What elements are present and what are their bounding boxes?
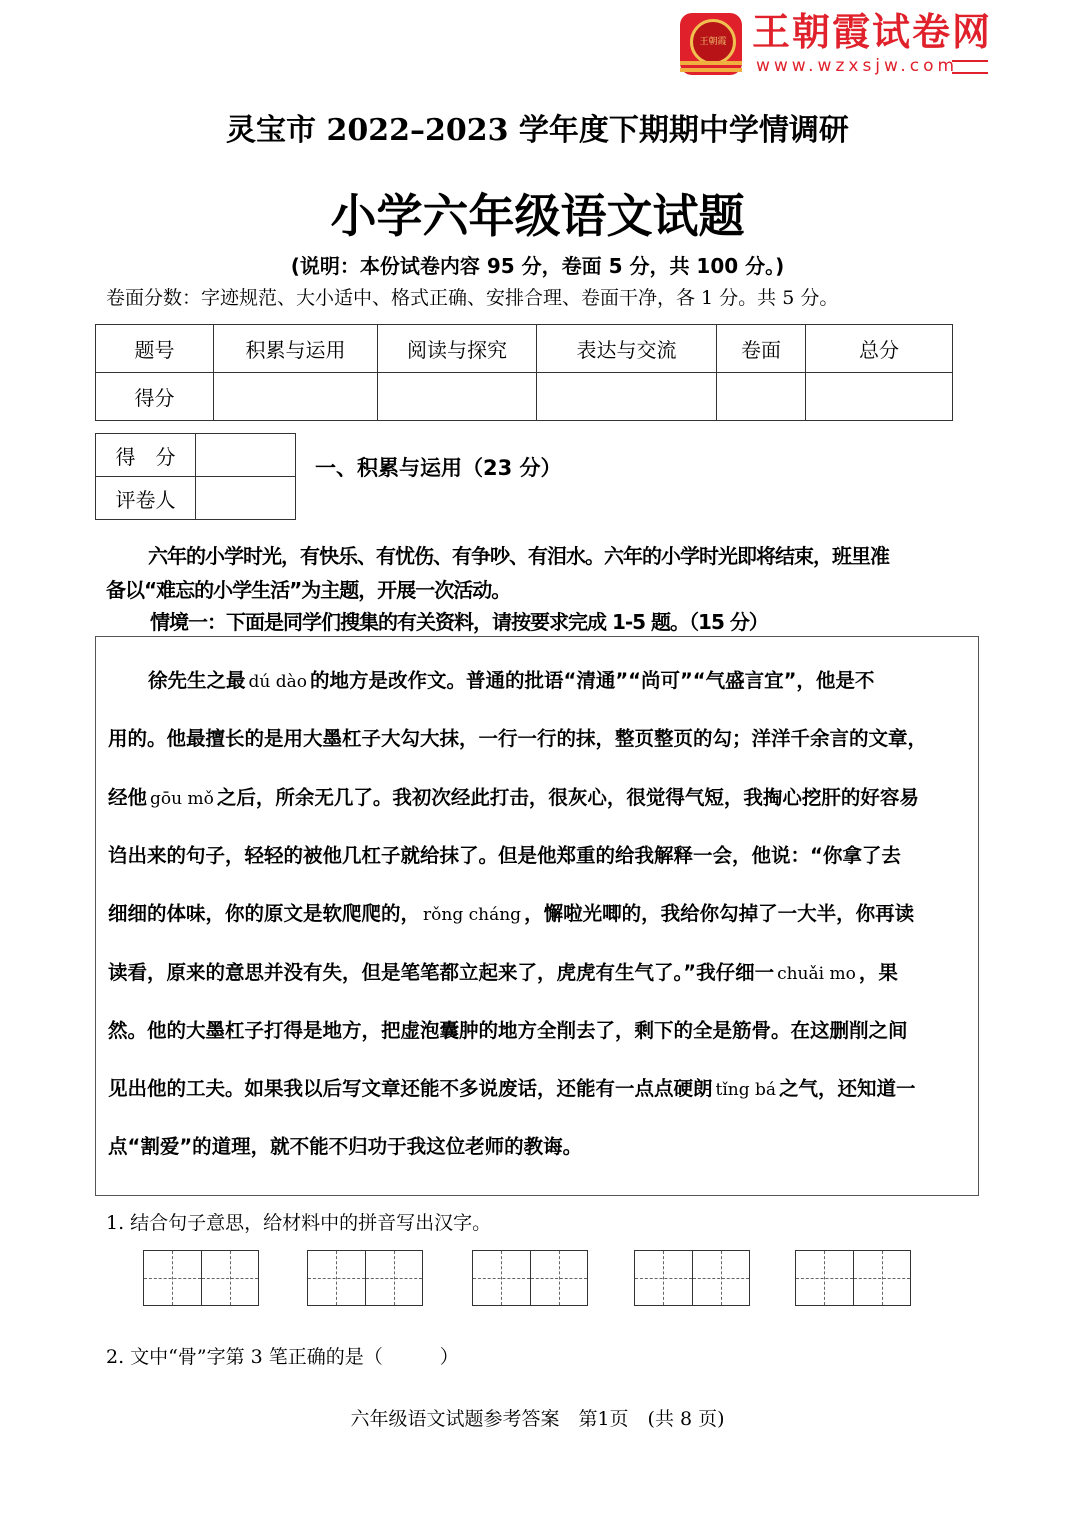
score-cell[interactable] bbox=[196, 434, 296, 477]
passage-line bbox=[108, 1015, 908, 1043]
score-explanation: (说明：本份试卷内容 95 分，卷面 5 分，共 100 分。) bbox=[290, 254, 785, 278]
question-2: 2. 文中“骨”字第 3 笔正确的是（ ） bbox=[106, 1346, 459, 1368]
pinyin-blank: chuǎi mo bbox=[777, 963, 856, 984]
score-cell[interactable] bbox=[806, 373, 953, 421]
passage-text: 徐先生之最 bbox=[148, 669, 246, 692]
answer-grid[interactable] bbox=[143, 1250, 259, 1306]
answer-grid[interactable] bbox=[795, 1250, 911, 1306]
table-row bbox=[96, 325, 953, 373]
passage-text: 见出他的工夫。如果我以后写文章还能不多说废话，还能有一点点硬朗 bbox=[108, 1077, 713, 1101]
passage-text: 之后，所余无几了。我初次经此打击，很灰心，很觉得气短，我掏心挖肝的好容易 bbox=[216, 785, 919, 809]
grader-label: 评卷人 bbox=[96, 477, 196, 520]
passage-line bbox=[108, 957, 898, 985]
exam-title: 小学六年级语文试题 bbox=[330, 189, 745, 243]
pinyin-blank: tǐng bá bbox=[715, 1080, 777, 1101]
pinyin-blank: dú dào bbox=[248, 672, 308, 692]
score-cell[interactable] bbox=[537, 373, 717, 421]
passage-line bbox=[108, 1073, 916, 1101]
logo-waves-icon bbox=[952, 60, 988, 74]
passage-line bbox=[108, 898, 914, 926]
pinyin-blank: gōu mǒ bbox=[150, 788, 214, 809]
passage-text: 诌出来的句子，轻轻的被他几杠子就给抹了。但是他郑重的给我解释一会，他说：“你拿了去 bbox=[108, 843, 901, 867]
score-table bbox=[95, 324, 953, 421]
page-footer: 六年级语文试题参考答案 第1页 (共 8 页) bbox=[350, 1408, 725, 1430]
logo-name: 王朝霞试卷网 bbox=[752, 10, 993, 54]
passage-text: 之气，还知道一 bbox=[779, 1077, 916, 1101]
intro-line: 六年的小学时光，有快乐、有忧伤、有争吵、有泪水。六年的小学时光即将结束，班里准 bbox=[148, 544, 889, 568]
score-label: 得 分 bbox=[96, 434, 196, 477]
row-label: 得分 bbox=[96, 373, 214, 421]
answer-grid[interactable] bbox=[472, 1250, 588, 1306]
passage-text: 点“割爱”的道理，就不能不归功于我这位老师的教诲。 bbox=[108, 1135, 583, 1159]
passage-text: 细细的体味，你的原文是软爬爬的， bbox=[108, 902, 421, 926]
table-header: 卷面 bbox=[717, 325, 806, 373]
logo-badge-icon bbox=[680, 13, 742, 75]
answer-grid[interactable] bbox=[634, 1250, 750, 1306]
neatness-score-note: 卷面分数：字迹规范、大小适中、格式正确、安排合理、卷面干净，各 1 分。共 5 分。 bbox=[106, 287, 839, 309]
table-header: 总分 bbox=[806, 325, 953, 373]
intro-line: 备以“难忘的小学生活”为主题，开展一次活动。 bbox=[106, 578, 511, 602]
site-logo bbox=[680, 10, 993, 78]
passage-line bbox=[108, 723, 927, 751]
table-header: 表达与交流 bbox=[537, 325, 717, 373]
pinyin-blank: rǒng cháng bbox=[423, 905, 522, 926]
passage-line bbox=[108, 782, 919, 810]
logo-seal: 王朝霞 bbox=[690, 19, 736, 65]
table-row bbox=[96, 373, 953, 421]
passage-text: 用的。他最擅长的是用大墨杠子大勾大抹，一行一行的抹，整页整页的勾；洋洋千余言的文章， bbox=[108, 727, 928, 751]
grader-table bbox=[95, 433, 296, 520]
passage-text: ，果 bbox=[858, 960, 898, 984]
passage-text: ，懈啦光唧的，我给你勾掉了一大半，你再读 bbox=[524, 902, 915, 926]
passage-text: 经他 bbox=[108, 785, 148, 809]
exam-region-title: 灵宝市 2022–2023 学年度下期期中学情调研 bbox=[226, 113, 849, 148]
reading-passage-box bbox=[95, 636, 979, 1196]
table-header: 阅读与探究 bbox=[378, 325, 537, 373]
score-cell[interactable] bbox=[214, 373, 378, 421]
passage-text: 的地方是改作文。普通的批语“清通”“尚可”“气盛言宜”，他是不 bbox=[310, 669, 875, 692]
grader-cell[interactable] bbox=[196, 477, 296, 520]
table-header: 题号 bbox=[96, 325, 214, 373]
table-header: 积累与运用 bbox=[214, 325, 378, 373]
score-cell[interactable] bbox=[378, 373, 537, 421]
logo-url: www.wzxsjw.com bbox=[756, 56, 959, 76]
answer-grid[interactable] bbox=[307, 1250, 423, 1306]
passage-line bbox=[108, 1131, 582, 1159]
passage-line bbox=[148, 665, 874, 693]
score-cell[interactable] bbox=[717, 373, 806, 421]
section-heading: 一、积累与运用（23 分） bbox=[315, 456, 562, 480]
passage-text: 然。他的大墨杠子打得是地方，把虚泡囊肿的地方全削去了，剩下的全是筋骨。在这删削之间 bbox=[108, 1018, 908, 1042]
scenario-instruction: 情境一：下面是同学们搜集的有关资料，请按要求完成 1-5 题。（15 分） bbox=[150, 610, 768, 634]
question-1: 1. 结合句子意思，给材料中的拼音写出汉字。 bbox=[106, 1212, 492, 1234]
passage-text: 读看，原来的意思并没有失，但是笔笔都立起来了，虎虎有生气了。”我仔细一 bbox=[108, 960, 775, 984]
passage-line bbox=[108, 840, 901, 868]
